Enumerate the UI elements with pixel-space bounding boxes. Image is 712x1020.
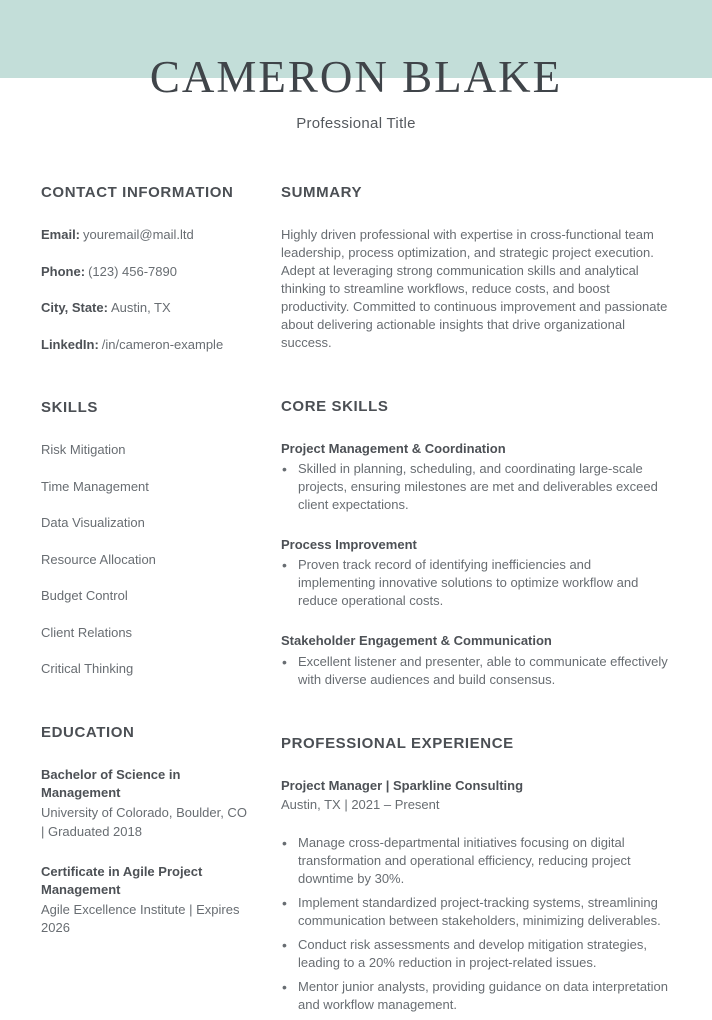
contact-heading: CONTACT INFORMATION <box>41 184 234 201</box>
core-skills-section <box>281 398 671 689</box>
education-heading: EDUCATION <box>41 724 135 742</box>
education-section <box>41 724 247 938</box>
skill-item: Budget Control <box>41 588 128 604</box>
education-degree: Certificate in Agile Project Management <box>41 863 203 897</box>
core-skill-group-title: Project Management & Coordination <box>281 440 506 456</box>
candidate-name: CAMERON BLAKE <box>149 52 563 102</box>
contact-label: Email: <box>41 227 81 242</box>
core-skills-heading: CORE SKILLS <box>281 397 389 415</box>
job-title: Project Manager | Sparkline Consulting <box>281 777 524 793</box>
contact-value: (123) 456-7890 <box>88 263 177 279</box>
contact-item <box>41 263 247 281</box>
resume-header <box>0 0 712 132</box>
core-skill-group <box>281 632 671 688</box>
contact-value: youremail@mail.ltd <box>83 227 194 242</box>
education-list <box>41 766 247 938</box>
contact-list <box>41 226 247 353</box>
bullet-item: • Implement standardized project-tracking systems, streamlining communication between stakeholders, minimizing deliverables. <box>281 894 671 930</box>
contact-item <box>41 299 247 317</box>
core-skill-bullets <box>281 460 671 514</box>
skill-item: Critical Thinking <box>41 661 134 677</box>
contact-item <box>41 226 247 244</box>
summary-section <box>281 184 671 352</box>
core-skill-group <box>281 440 671 514</box>
bullet-item: • Excellent listener and presenter, able to communicate effectively with diverse audiences and build consensus. <box>281 653 671 689</box>
core-skill-bullets <box>281 556 671 610</box>
education-details: Agile Excellence Institute | Expires 2026 <box>41 902 240 936</box>
contact-value: /in/cameron-example <box>101 336 224 352</box>
contact-item <box>41 336 247 354</box>
right-column <box>281 184 671 1020</box>
core-skill-bullets <box>281 653 671 689</box>
bullet-item: • Skilled in planning, scheduling, and coordinating large-scale projects, ensuring milestones are met and deliverables exceed client expectations. <box>281 460 671 514</box>
bullet-item: • Proven track record of identifying inefficiencies and implementing innovative solutions to optimize workflow and reduce operational costs. <box>281 556 671 610</box>
skill-item: Data Visualization <box>41 515 145 531</box>
skill-item: Resource Allocation <box>41 551 156 567</box>
bullet-item: • Manage cross-departmental initiatives focusing on digital transformation and operational efficiency, reducing project downtime by 30%. <box>281 834 671 888</box>
bullet-item: • Mentor junior analysts, providing guidance on data interpretation and workflow management. <box>281 978 671 1014</box>
experience-heading: PROFESSIONAL EXPERIENCE <box>281 734 514 752</box>
summary-heading: SUMMARY <box>281 184 363 201</box>
bullet-item: • Conduct risk assessments and develop mitigation strategies, leading to a 20% reduction in project-related issues. <box>281 936 671 972</box>
skill-item: Time Management <box>41 478 149 494</box>
job-location-dates: Austin, TX | 2021 – Present <box>281 796 440 812</box>
experience-job <box>281 777 671 1014</box>
left-column <box>41 184 247 1020</box>
experience-section <box>281 735 671 1014</box>
summary-text: Highly driven professional with expertise in cross-functional team leadership, process optimization, and strategic project execution. Adept at leveraging strong communication skills and analytical thinking to streamline workflows, reduce costs, and boost productivity. Committed to continuous improvement and passionate about delivering actionable insights that drive organizational success. <box>281 227 668 350</box>
skills-section <box>41 399 247 678</box>
core-skill-group-title: Stakeholder Engagement & Communication <box>281 633 552 649</box>
experience-jobs <box>281 777 671 1014</box>
contact-label: Phone: <box>41 263 86 279</box>
skill-item: Client Relations <box>41 624 133 640</box>
skills-heading: SKILLS <box>41 399 98 417</box>
core-skill-group <box>281 536 671 610</box>
core-skills-groups <box>281 440 671 689</box>
skill-item: Risk Mitigation <box>41 442 126 458</box>
contact-value: Austin, TX <box>110 300 171 316</box>
education-details: University of Colorado, Boulder, CO | Graduated 2018 <box>41 805 247 839</box>
contact-label: LinkedIn: <box>41 336 99 352</box>
education-item <box>41 863 247 938</box>
education-item <box>41 766 247 841</box>
education-degree: Bachelor of Science in Management <box>41 767 181 801</box>
core-skill-group-title: Process Improvement <box>281 536 417 552</box>
professional-title: Professional Title <box>296 115 416 132</box>
resume-body <box>0 184 712 1020</box>
contact-label: City, State: <box>41 300 108 316</box>
skills-list <box>41 441 247 678</box>
job-bullets <box>281 834 671 1013</box>
contact-section <box>41 184 247 353</box>
